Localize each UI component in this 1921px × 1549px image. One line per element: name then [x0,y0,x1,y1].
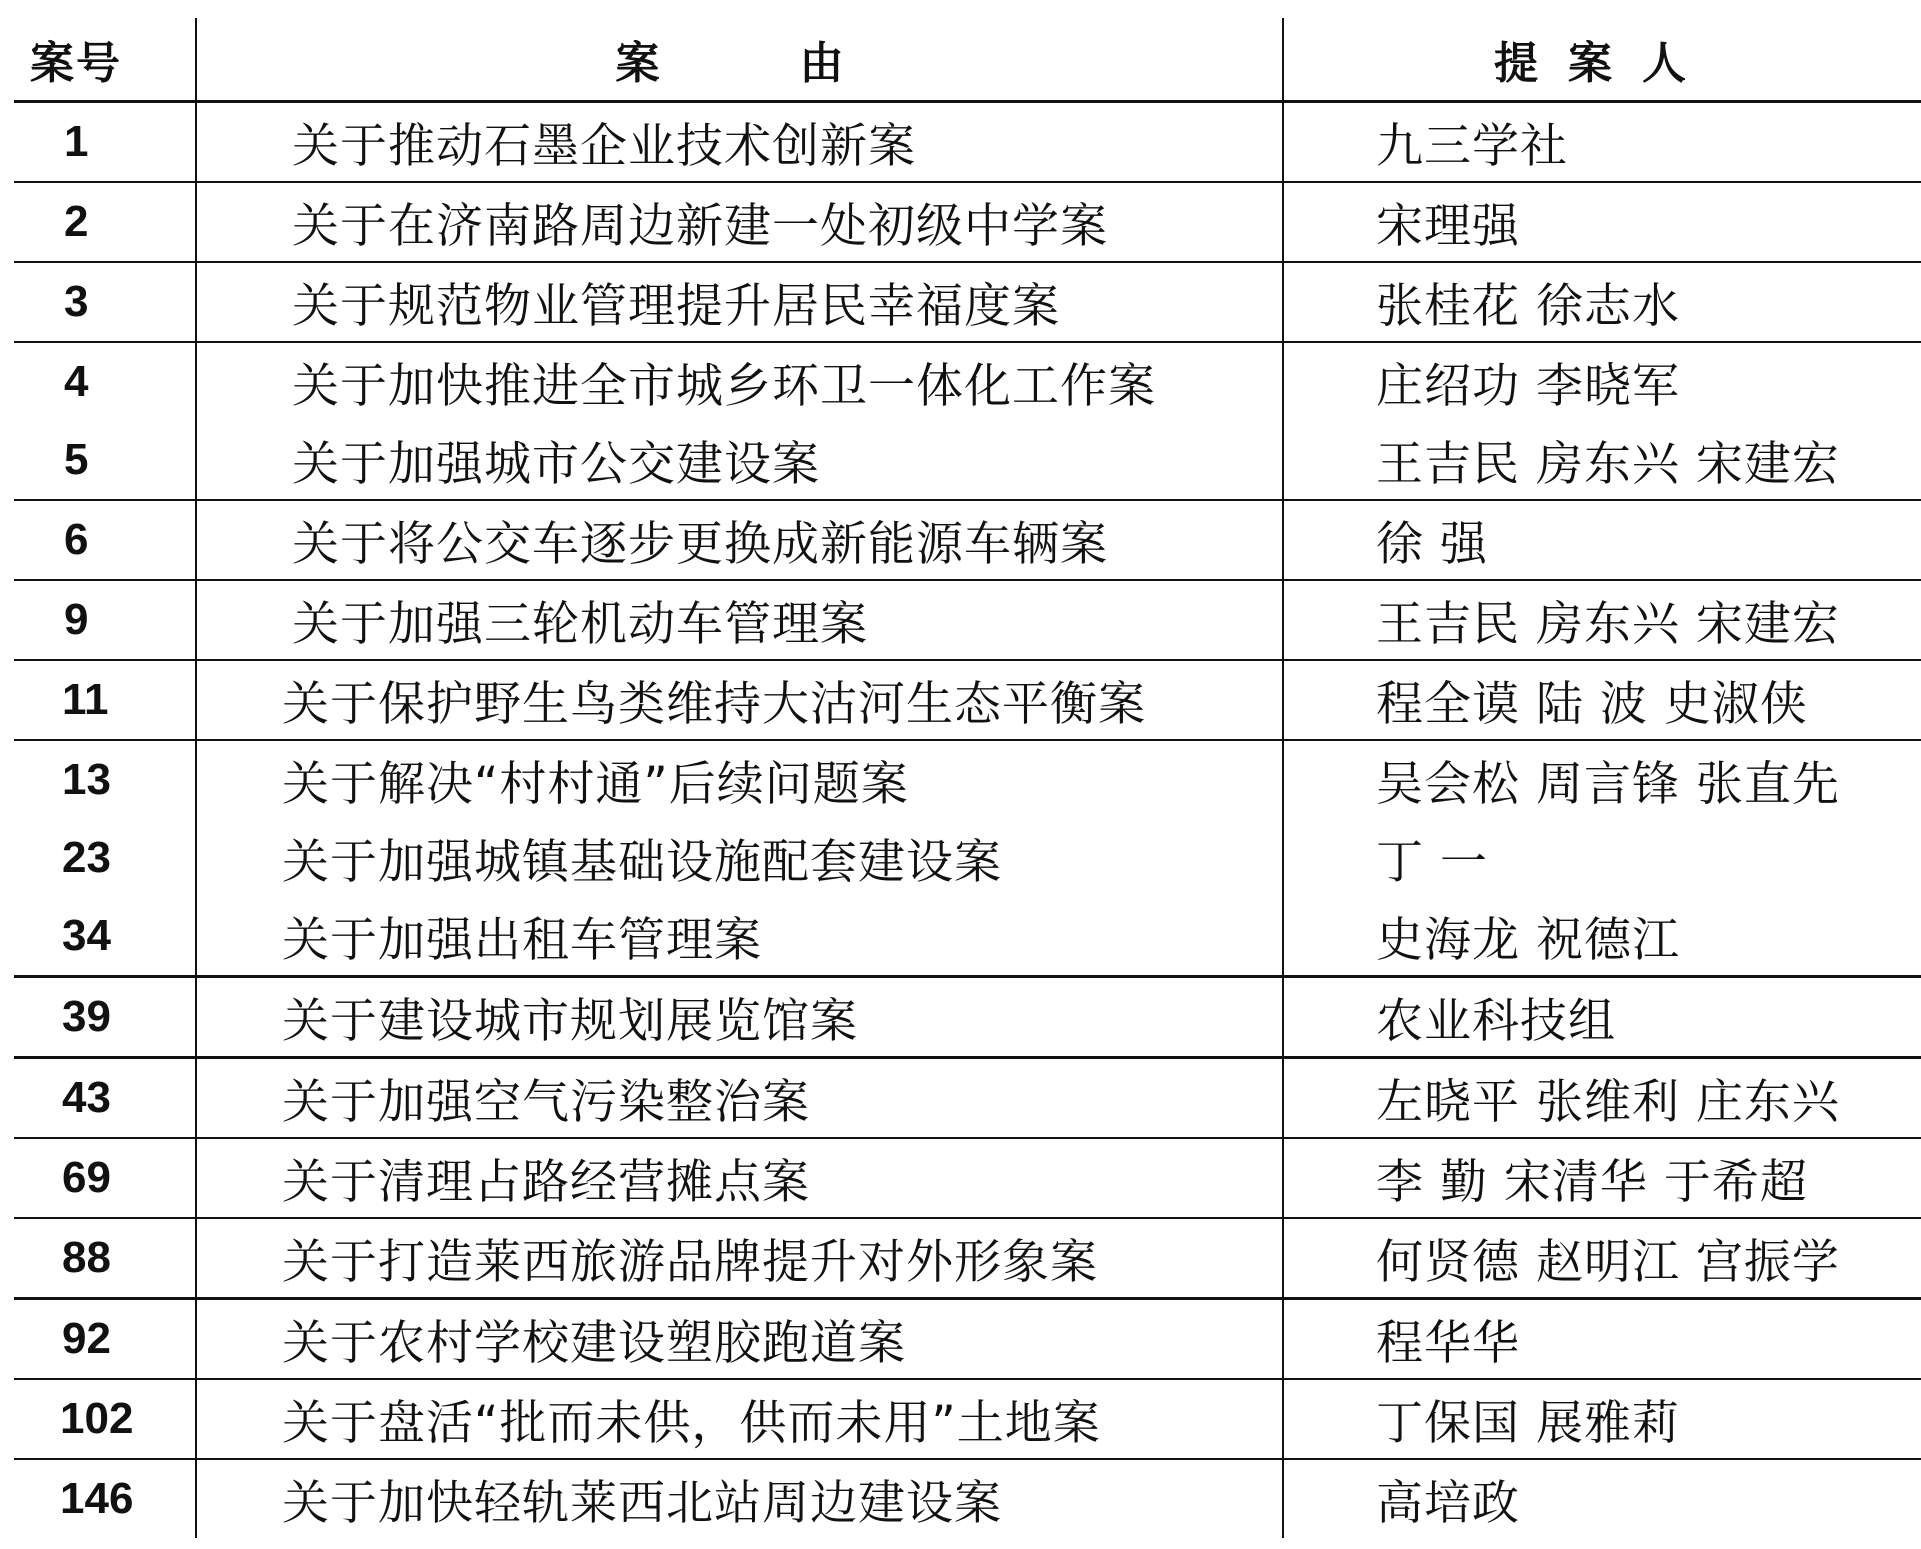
case-proposer: 庄绍功 李晓军 [1283,342,1921,421]
case-proposer: 农业科技组 [1283,977,1921,1058]
case-proposer: 何贤德 赵明江 宫振学 [1283,1218,1921,1299]
case-proposer: 左晓平 张维利 庄东兴 [1283,1058,1921,1139]
table-row [14,740,1921,819]
table-row [14,262,1921,342]
case-proposer: 徐 强 [1283,500,1921,580]
case-proposer: 丁保国 展雅莉 [1283,1379,1921,1459]
table-row [14,500,1921,580]
case-number: 39 [14,977,196,1058]
case-reason: 关于建设城市规划展览馆案 [196,977,1283,1058]
case-number: 88 [14,1218,196,1299]
case-reason: 关于农村学校建设塑胶跑道案 [196,1299,1283,1380]
case-number: 2 [14,182,196,262]
case-reason: 关于打造莱西旅游品牌提升对外形象案 [196,1218,1283,1299]
header-case-number: 案号 [14,18,196,102]
header-case-reason: 案由 [196,18,1283,102]
table-row [14,1058,1921,1139]
case-number: 34 [62,911,111,960]
table-row [14,1379,1921,1459]
case-reason: 关于加强城镇基础设施配套建设案 [196,819,1283,897]
table-header-row [14,18,1921,102]
table-row [14,102,1921,183]
table-row [14,182,1921,262]
table-row [14,1299,1921,1380]
table-row [14,977,1921,1058]
case-number: 13 [14,740,196,819]
case-number: 146 [14,1459,196,1538]
case-number: 102 [14,1379,196,1459]
case-number: 5 [64,435,89,484]
case-number: 1 [14,102,196,183]
case-reason: 关于在济南路周边新建一处初级中学案 [196,182,1283,262]
table-row [14,421,1921,500]
table-row [14,342,1921,421]
table-row [14,660,1921,740]
table-row [14,1459,1921,1538]
proposal-table [14,18,1921,1538]
table-row [14,897,1921,977]
table-row [14,580,1921,660]
case-number: 4 [14,342,196,421]
case-reason: 关于盘活“批而未供，供而未用”土地案 [196,1379,1283,1459]
case-number: 6 [14,500,196,580]
case-proposer: 史海龙 祝德江 [1283,897,1921,977]
case-reason: 关于加强空气污染整治案 [196,1058,1283,1139]
case-proposer: 李 勤 宋清华 于希超 [1283,1138,1921,1218]
case-number: 3 [14,262,196,342]
case-reason: 关于规范物业管理提升居民幸福度案 [196,262,1283,342]
case-proposer: 王吉民 房东兴 宋建宏 [1283,421,1921,500]
case-reason: 关于将公交车逐步更换成新能源车辆案 [196,500,1283,580]
case-reason: 关于解决“村村通”后续问题案 [196,740,1283,819]
case-proposer: 吴会松 周言锋 张直先 [1283,740,1921,819]
case-number: 9 [14,580,196,660]
case-proposer: 九三学社 [1283,102,1921,183]
case-number: 92 [14,1299,196,1380]
case-proposer: 王吉民 房东兴 宋建宏 [1283,580,1921,660]
case-proposer: 丁 一 [1283,819,1921,897]
table-row [14,1218,1921,1299]
case-reason: 关于加快轻轨莱西北站周边建设案 [196,1459,1283,1538]
case-reason: 关于清理占路经营摊点案 [196,1138,1283,1218]
table-row [14,819,1921,897]
case-reason: 关于加强三轮机动车管理案 [196,580,1283,660]
case-number: 43 [14,1058,196,1139]
case-number: 11 [14,660,196,740]
case-proposer: 程全谟 陆 波 史淑侠 [1283,660,1921,740]
case-reason: 关于加快推进全市城乡环卫一体化工作案 [196,342,1283,421]
case-number: 69 [14,1138,196,1218]
table-row [14,1138,1921,1218]
header-proposer: 提案人 [1283,18,1921,102]
case-reason: 关于保护野生鸟类维持大沽河生态平衡案 [196,660,1283,740]
case-proposer: 高培政 [1283,1459,1921,1538]
case-proposer: 宋理强 [1283,182,1921,262]
case-proposer: 程华华 [1283,1299,1921,1380]
case-reason: 关于推动石墨企业技术创新案 [196,102,1283,183]
case-reason: 关于加强城市公交建设案 [196,421,1283,500]
case-reason: 关于加强出租车管理案 [196,897,1283,977]
case-number: 23 [62,833,111,882]
case-proposer: 张桂花 徐志水 [1283,262,1921,342]
